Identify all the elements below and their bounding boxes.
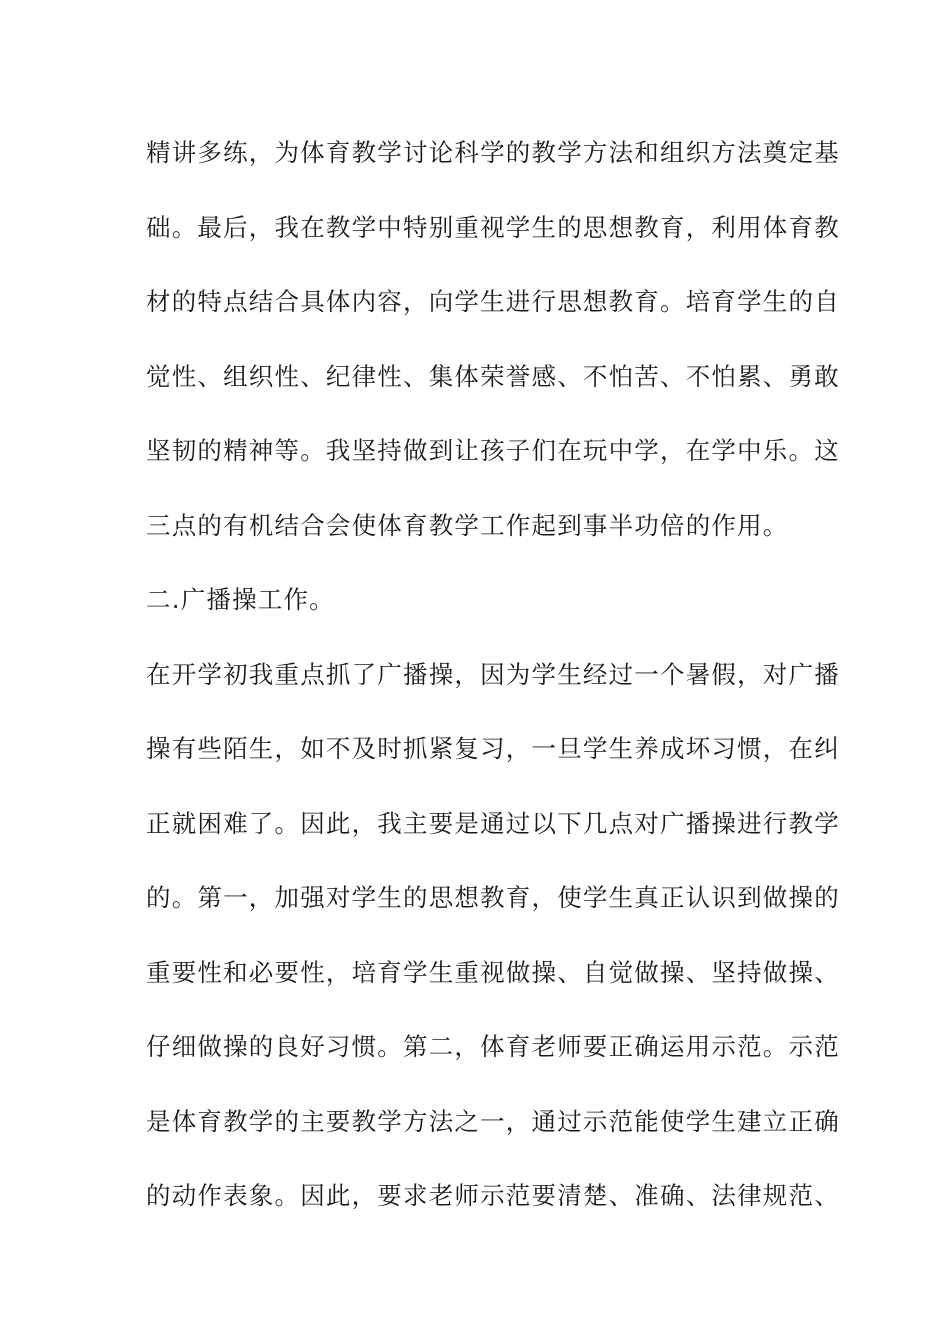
text-line: 础。最后，我在教学中特别重视学生的思想教育，利用体育教 [146,212,840,242]
text-line: 觉性、组织性、纪律性、集体荣誉感、不怕苦、不怕累、勇敢 [146,361,840,391]
text-line: 重要性和必要性，培育学生重视做操、自觉做操、坚持做操、 [146,957,840,987]
text-line: 在开学初我重点抓了广播操，因为学生经过一个暑假，对广播 [146,659,840,689]
text-line: 操有些陌生，如不及时抓紧复习，一旦学生养成坏习惯，在纠 [146,734,840,763]
text-line: 的。第一，加强对学生的思想教育，使学生真正认识到做操的 [146,883,840,912]
text-line: 三点的有机结合会使体育教学工作起到事半功倍的作用。 [146,510,789,540]
text-line: 精讲多练，为体育教学讨论科学的教学方法和组织方法奠定基 [146,138,840,167]
text-line: 仔细做操的良好习惯。第二，体育老师要正确运用示范。示范 [146,1032,840,1061]
text-line: 材的特点结合具体内容，向学生进行思想教育。培育学生的自 [146,287,840,316]
section-heading: 二.广播操工作。 [146,585,335,614]
text-line: 是体育教学的主要教学方法之一，通过示范能使学生建立正确 [146,1106,840,1136]
body-text [146,130,840,1248]
text-line: 正就困难了。因此，我主要是通过以下几点对广播操进行教学 [146,808,840,838]
text-line: 的动作表象。因此，要求老师示范要清楚、准确、法律规范、 [146,1181,840,1210]
text-line: 坚韧的精神等。我坚持做到让孩子们在玩中学，在学中乐。这 [146,436,840,465]
